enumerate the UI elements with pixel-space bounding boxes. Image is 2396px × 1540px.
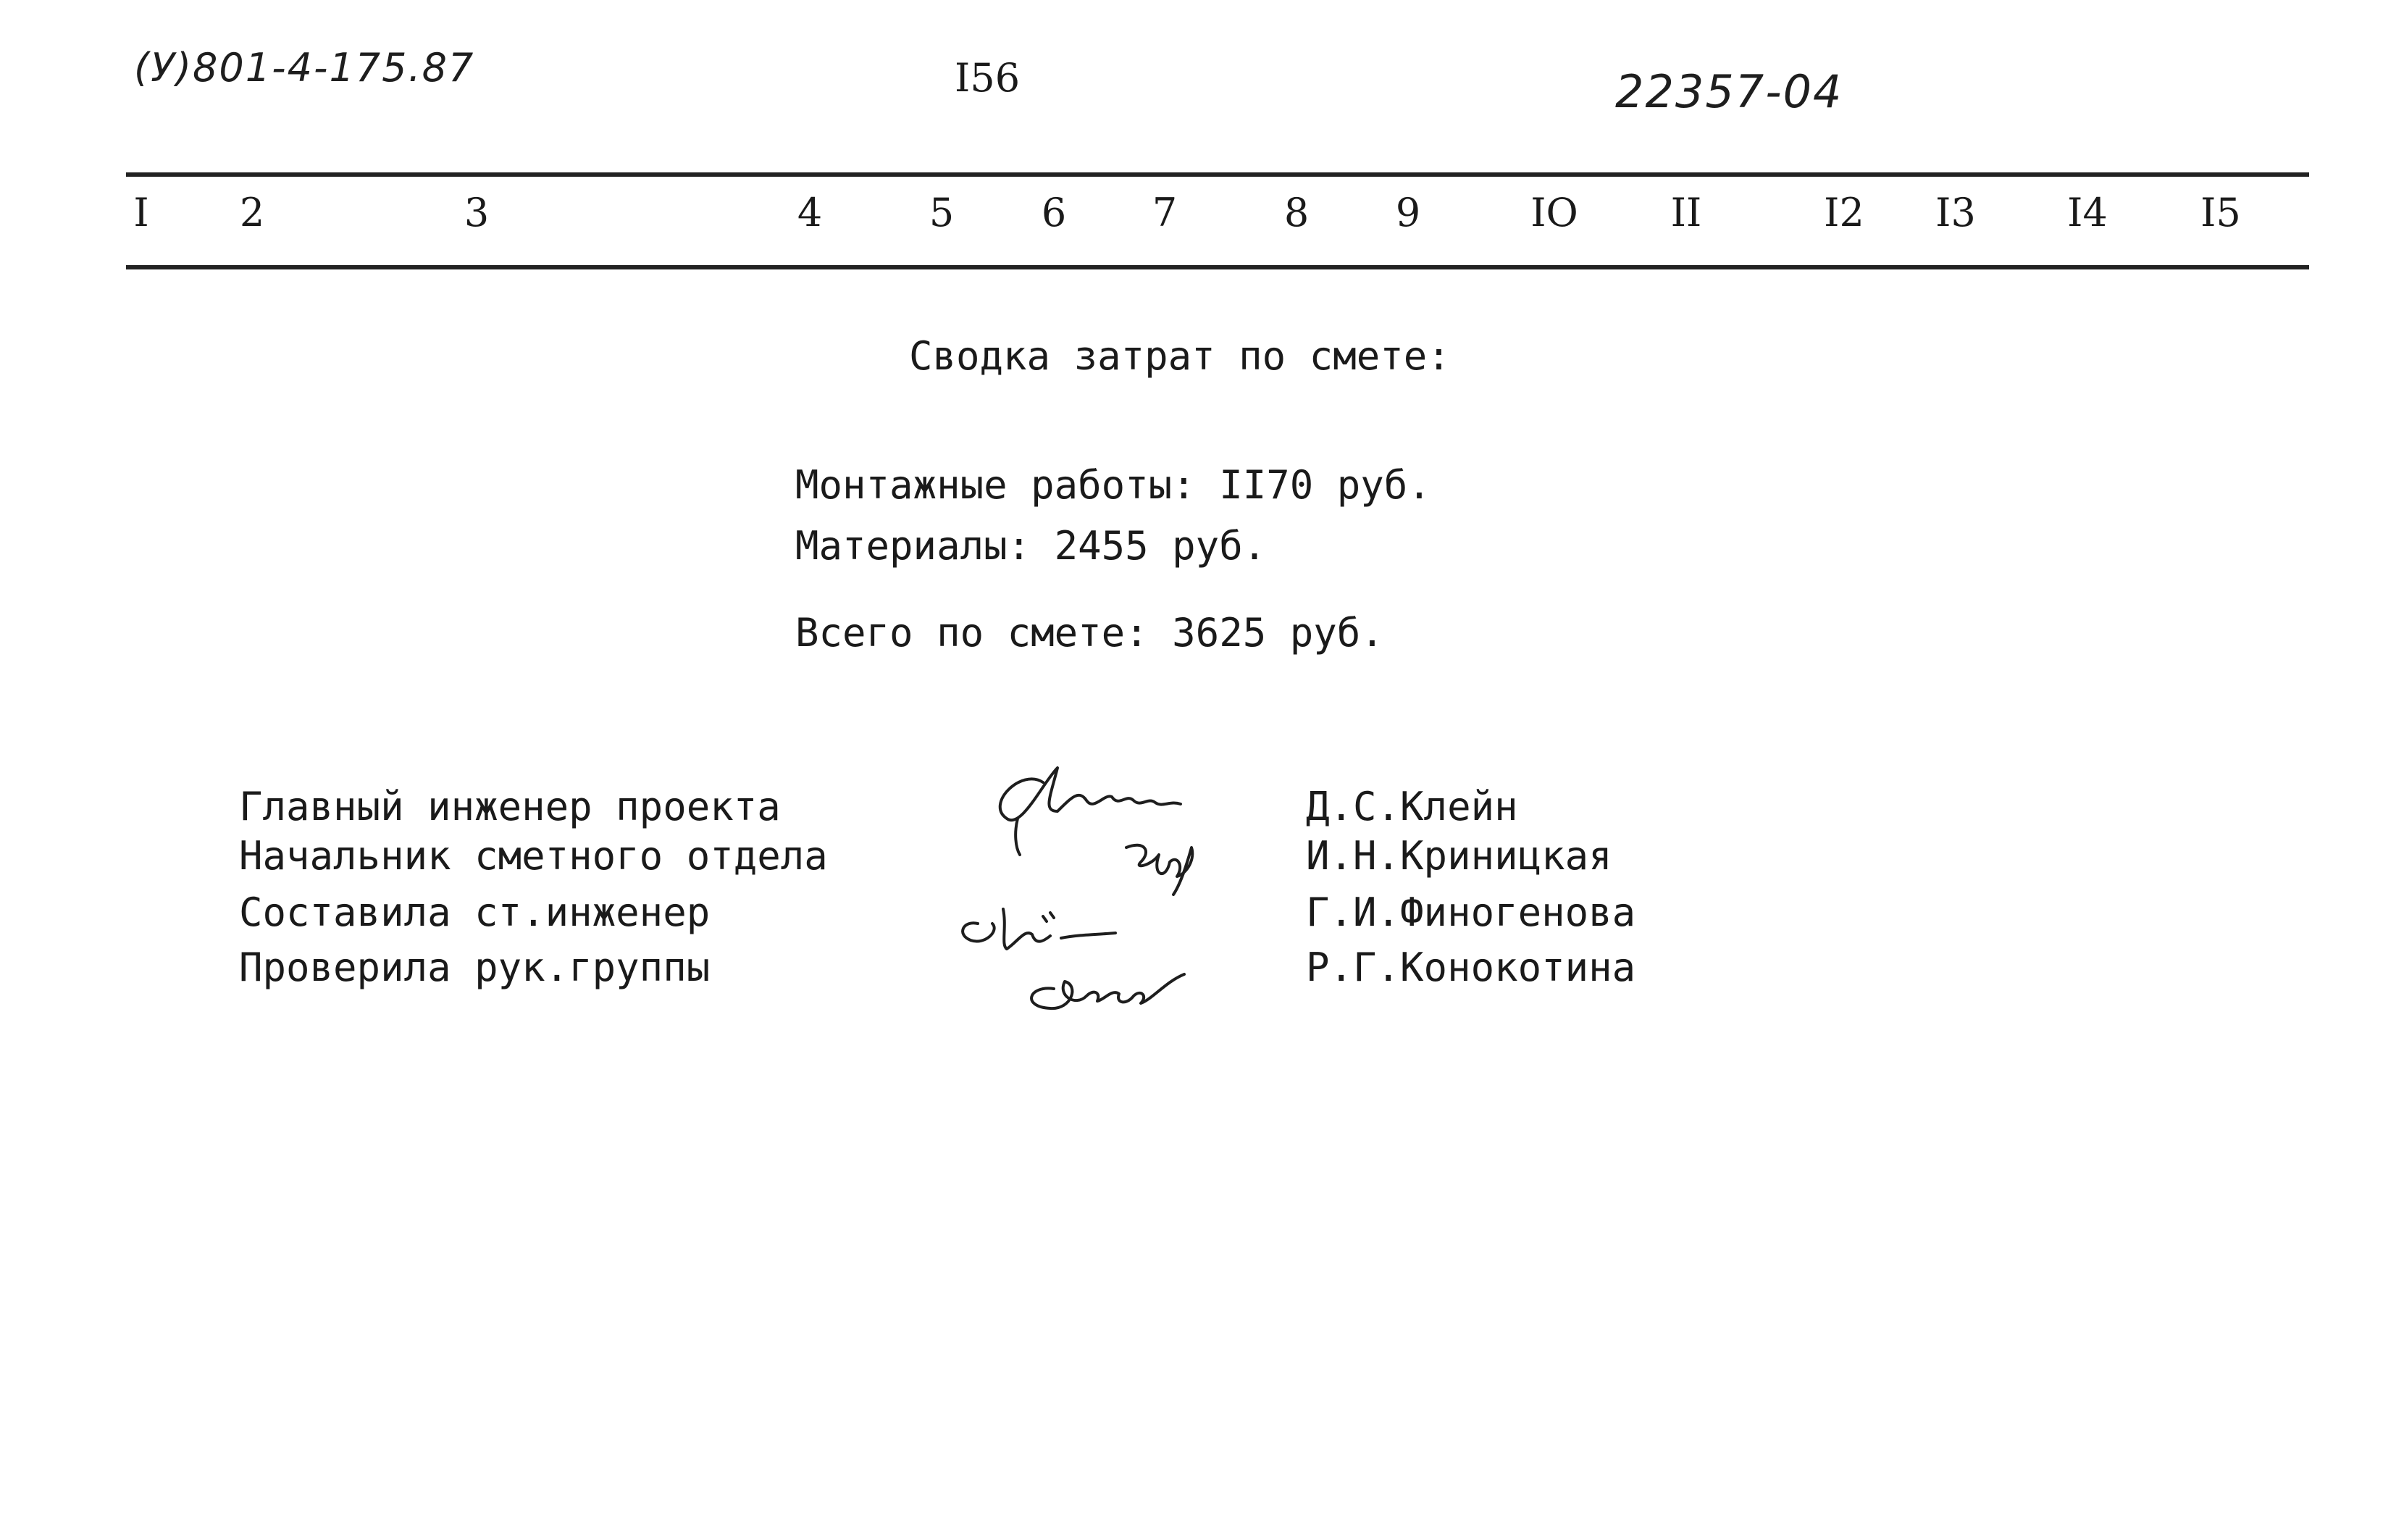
- signatory-role: Проверила рук.группы: [239, 945, 711, 990]
- column-number: 6: [1041, 190, 1067, 235]
- page-number: I56: [955, 55, 1021, 101]
- signatory-role: Главный инженер проекта: [239, 784, 781, 829]
- handwritten-signatures: [934, 739, 1297, 1029]
- signature-4: [1031, 974, 1184, 1008]
- column-number: IO: [1530, 190, 1578, 235]
- signatory-name: И.Н.Криницкая: [1306, 833, 1612, 879]
- column-number: 9: [1395, 190, 1421, 235]
- signatory-name: Р.Г.Конокотина: [1306, 945, 1636, 990]
- column-number: I5: [2200, 190, 2241, 235]
- table-top-rule: [126, 172, 2309, 177]
- column-number: I4: [2067, 190, 2108, 235]
- signature-2: [1126, 845, 1192, 895]
- column-number: 8: [1283, 190, 1310, 235]
- signature-3: [963, 909, 1115, 949]
- column-number: 4: [797, 190, 823, 235]
- document-number: 22357-04: [1615, 65, 1843, 118]
- column-number: II: [1670, 190, 1702, 235]
- signatory-role: Начальник сметного отдела: [239, 833, 828, 879]
- signatory-name: Г.И.Финогенова: [1306, 890, 1636, 935]
- signatory-name: Д.С.Клейн: [1306, 784, 1518, 829]
- total-cost-line: Всего по смете: 3625 руб.: [795, 610, 1384, 656]
- mounting-cost-line: Монтажные работы: II70 руб.: [795, 462, 1431, 508]
- materials-cost-line: Материалы: 2455 руб.: [795, 523, 1267, 569]
- document-reference: (У)801-4-175.87: [134, 45, 475, 91]
- table-bottom-rule: [126, 265, 2309, 269]
- column-number: I: [133, 190, 149, 235]
- column-number: 3: [464, 190, 490, 235]
- summary-title: Сводка затрат по смете:: [909, 333, 1451, 379]
- column-number: 2: [239, 190, 265, 235]
- column-number: 5: [929, 190, 955, 235]
- column-number: I3: [1935, 190, 1976, 235]
- signatory-role: Составила ст.инженер: [239, 890, 711, 935]
- signature-1: [1000, 768, 1181, 855]
- column-number: 7: [1152, 190, 1178, 235]
- column-number: I2: [1824, 190, 1864, 235]
